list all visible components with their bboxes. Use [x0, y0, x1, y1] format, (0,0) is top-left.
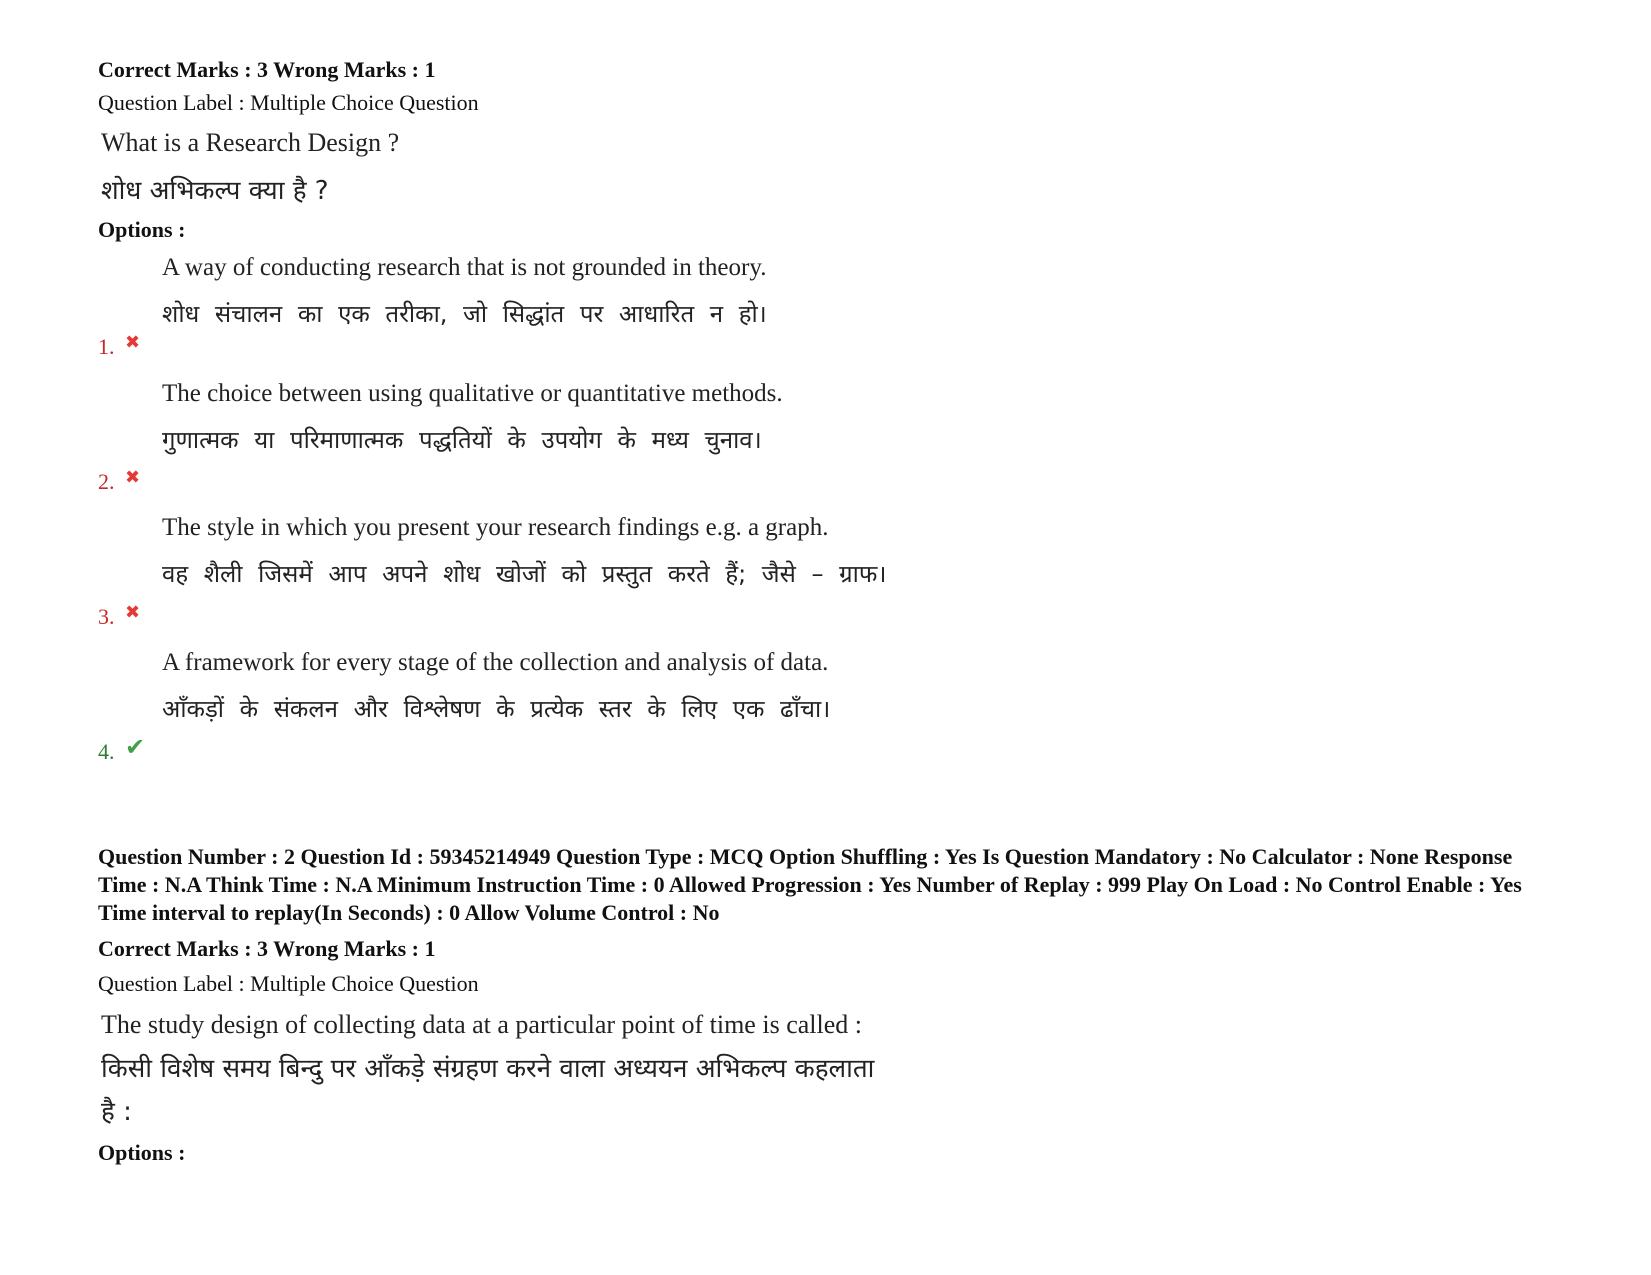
q2-question-english: The study design of collecting data at a particular point of time is called : — [101, 1010, 862, 1039]
q1-options-heading: Options : — [98, 217, 186, 242]
cross-icon: ✖ — [125, 467, 141, 488]
option-text-english: The style in which you present your research findings e.g. a graph. — [162, 514, 829, 541]
check-icon: ✔ — [125, 733, 146, 761]
q1-marks: Correct Marks : 3 Wrong Marks : 1 — [98, 57, 436, 82]
option-text-hindi: आँकड़ों के संकलन और विश्लेषण के प्रत्येक स्तर के लिए एक ढाँचा। — [162, 695, 831, 723]
cross-icon: ✖ — [125, 602, 141, 623]
q2-question-hindi-line-1: किसी विशेष समय बिन्दु पर आँकड़े संग्रहण करने वाला अध्ययन अभिकल्प कहलाता — [101, 1054, 875, 1084]
q2-label: Question Label : Multiple Choice Question — [98, 971, 479, 996]
option-text-english: A framework for every stage of the collection and analysis of data. — [162, 649, 829, 676]
option-number: 3. — [98, 604, 115, 629]
option-text-hindi: वह शैली जिसमें आप अपने शोध खोजों को प्रस्तुत करते हैं; जैसे – ग्राफ। — [162, 560, 887, 588]
option-number: 4. — [98, 739, 115, 764]
q2-options-heading: Options : — [98, 1140, 186, 1165]
option-text-hindi: गुणात्मक या परिमाणात्मक पद्धतियों के उपयोग के मध्य चुनाव। — [162, 426, 762, 454]
option-number: 2. — [98, 469, 115, 494]
option-text-english: The choice between using qualitative or quantitative methods. — [162, 380, 783, 407]
cross-icon: ✖ — [125, 332, 141, 353]
q1-question-english: What is a Research Design ? — [101, 128, 400, 157]
q2-question-hindi-line-2: है : — [101, 1097, 132, 1127]
q1-question-hindi: शोध अभिकल्प क्या है ? — [101, 176, 329, 206]
option-text-english: A way of conducting research that is not grounded in theory. — [162, 254, 767, 281]
option-text-hindi: शोध संचालन का एक तरीका, जो सिद्धांत पर आधारित न हो। — [162, 300, 767, 328]
q1-label: Question Label : Multiple Choice Question — [98, 90, 479, 115]
option-number: 1. — [98, 334, 115, 359]
q2-metadata: Question Number : 2 Question Id : 59345214949 Question Type : MCQ Option Shuffling : Yes Is Question Mandatory : No Calculator : None Response Time : N.A Think Time : N.A Minimum Instruction Time : 0 Allowed Progression : Yes Number of Replay : 999 Play On Load : No Control Enable : Yes Time interval to replay(In Seconds) : 0 Allow Volume Control : No — [98, 844, 1522, 925]
q2-marks: Correct Marks : 3 Wrong Marks : 1 — [98, 936, 436, 961]
